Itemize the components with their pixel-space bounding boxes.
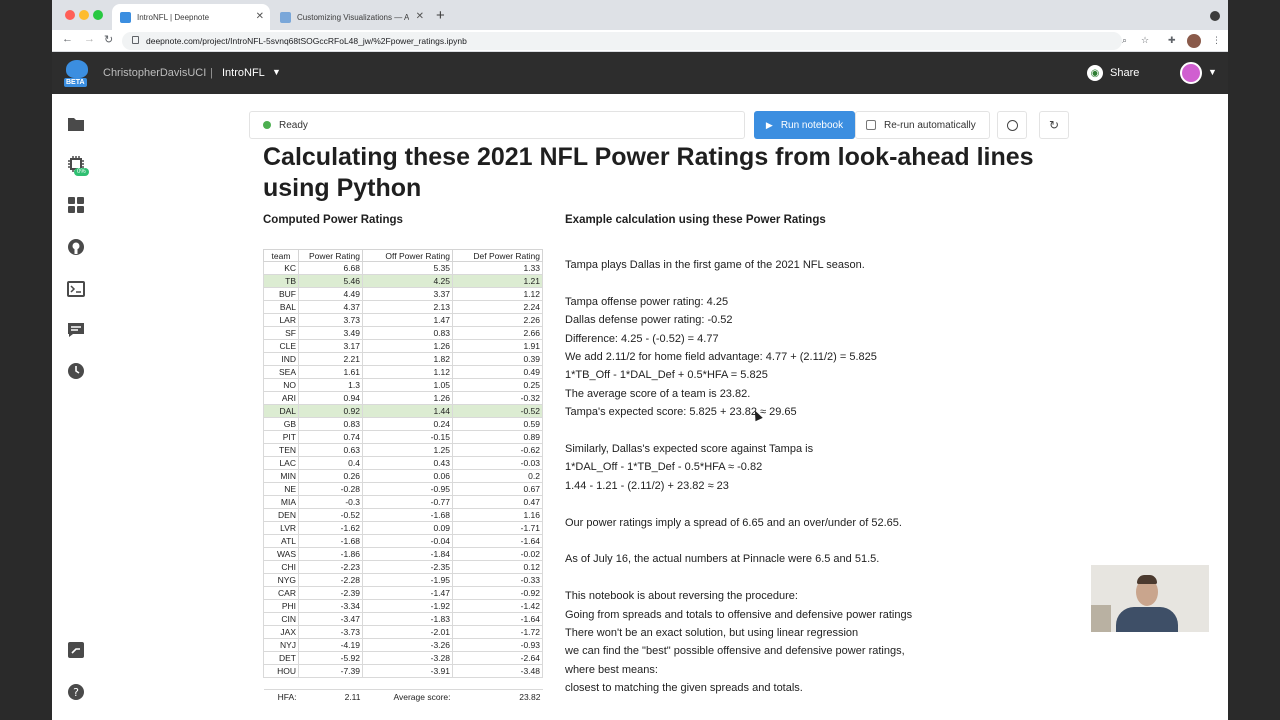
column-header: team (264, 250, 299, 262)
cell-power: -0.28 (299, 483, 363, 496)
cell-power: -7.39 (299, 665, 363, 678)
cell-def: -0.02 (453, 548, 543, 561)
cell-off: 1.25 (363, 444, 453, 457)
cell-off: 1.47 (363, 314, 453, 327)
table-row (264, 457, 543, 470)
cell-team: IND (264, 353, 299, 366)
calc-line: we can find the "best" possible offensive and defensive power ratings, (565, 645, 905, 658)
cell-team: LAC (264, 457, 299, 470)
table-row (264, 327, 543, 340)
cell-team: CIN (264, 613, 299, 626)
cell-def: 0.12 (453, 561, 543, 574)
cell-off: -0.95 (363, 483, 453, 496)
cell-def: -0.32 (453, 392, 543, 405)
breadcrumb-separator: | (210, 67, 213, 79)
maximize-window-button[interactable] (93, 10, 103, 20)
cell-power: -5.92 (299, 652, 363, 665)
cell-off: -0.15 (363, 431, 453, 444)
table-row (264, 587, 543, 600)
cell-def: -2.64 (453, 652, 543, 665)
cell-power: 0.94 (299, 392, 363, 405)
cell-def: 0.67 (453, 483, 543, 496)
calc-line: As of July 16, the actual numbers at Pinnacle were 6.5 and 51.5. (565, 553, 880, 566)
close-tab-icon[interactable]: ✕ (415, 11, 424, 22)
table-row (264, 483, 543, 496)
table-row (264, 535, 543, 548)
cell-team: ARI (264, 392, 299, 405)
cell-team: NYG (264, 574, 299, 587)
chevron-down-icon[interactable]: ▼ (1208, 67, 1217, 77)
clock-icon (1007, 120, 1018, 131)
table-row (264, 626, 543, 639)
calc-line: Tampa plays Dallas in the first game of the 2021 NFL season. (565, 259, 865, 271)
deepnote-favicon-icon (120, 12, 131, 23)
cell-team: CHI (264, 561, 299, 574)
cell-def: 1.12 (453, 288, 543, 301)
user-avatar[interactable] (1180, 62, 1202, 84)
cell-power: 0.83 (299, 418, 363, 431)
refresh-icon: ↻ (1048, 118, 1060, 132)
table-row (264, 418, 543, 431)
ratings-table-body (264, 262, 543, 703)
cell-off: 5.35 (363, 262, 453, 275)
table-row (264, 301, 543, 314)
column-header: Off Power Rating (363, 250, 453, 262)
cell-def: -0.62 (453, 444, 543, 457)
browser-titlebar (52, 0, 1228, 30)
svg-text:?: ? (73, 686, 79, 699)
webcam-cabinet (1091, 605, 1111, 632)
column-header: Power Rating (299, 250, 363, 262)
cell-power: -2.28 (299, 574, 363, 587)
cell-off: 1.05 (363, 379, 453, 392)
calc-line: 1.44 - 1.21 - (2.11/2) + 23.82 ≈ 23 (565, 479, 729, 492)
cpu-usage-badge: 0% (74, 168, 89, 176)
lock-icon (132, 36, 139, 44)
cell-def: 2.66 (453, 327, 543, 340)
cell-off: -0.04 (363, 535, 453, 548)
cell-team: KC (264, 262, 299, 275)
table-row (264, 353, 543, 366)
cell-def: -0.03 (453, 457, 543, 470)
cell-off: 4.25 (363, 275, 453, 288)
history-clock-icon[interactable] (66, 361, 86, 381)
cell-team: MIN (264, 470, 299, 483)
cell-off: 1.12 (363, 366, 453, 379)
footer-avg-label: Average score: (363, 690, 453, 703)
help-icon[interactable] (66, 682, 86, 702)
cell-def: -1.72 (453, 626, 543, 639)
cell-team: NO (264, 379, 299, 392)
terminal-icon[interactable] (66, 279, 86, 299)
cell-team: NE (264, 483, 299, 496)
cell-off: -3.28 (363, 652, 453, 665)
cell-team: ATL (264, 535, 299, 548)
cell-off: -1.83 (363, 613, 453, 626)
page-favicon-icon (280, 12, 291, 23)
cell-power: 0.92 (299, 405, 363, 418)
cell-power: 0.74 (299, 431, 363, 444)
rerun-label: Re-run automatically (884, 119, 976, 131)
workspace-user-link[interactable]: ChristopherDavisUCI (103, 67, 207, 79)
table-row (264, 275, 543, 288)
cell-def: -0.92 (453, 587, 543, 600)
cell-off: 1.44 (363, 405, 453, 418)
cell-off: -1.68 (363, 509, 453, 522)
share-label: Share (1110, 67, 1140, 79)
cell-team: CAR (264, 587, 299, 600)
cell-def: 0.39 (453, 353, 543, 366)
folder-icon[interactable] (66, 114, 86, 134)
new-tab-button[interactable]: + (436, 7, 445, 24)
cell-team: NYJ (264, 639, 299, 652)
cell-off: 0.09 (363, 522, 453, 535)
chevron-down-icon[interactable]: ▼ (272, 67, 281, 77)
cell-power: 0.26 (299, 470, 363, 483)
github-icon[interactable] (66, 237, 86, 257)
cell-power: 3.17 (299, 340, 363, 353)
tab-title: Customizing Visualizations — A (297, 12, 410, 22)
cell-team: PIT (264, 431, 299, 444)
cell-off: -0.77 (363, 496, 453, 509)
tab-search-icon[interactable] (1210, 11, 1220, 21)
browser-menu-icon[interactable]: ⋮ (1212, 35, 1221, 45)
left-sidebar (52, 94, 100, 720)
cell-off: -3.91 (363, 665, 453, 678)
cell-off: 1.26 (363, 340, 453, 353)
close-tab-icon[interactable]: ✕ (255, 11, 264, 22)
spacer-cell (453, 678, 543, 690)
cell-def: -1.64 (453, 613, 543, 626)
calc-line: Difference: 4.25 - (-0.52) = 4.77 (565, 332, 719, 345)
cell-power: 0.63 (299, 444, 363, 457)
url-text[interactable]: deepnote.com/project/IntroNFL-5svnq68tSOGccRFoL48_jw/%2Fpower_ratings.ipynb (146, 36, 467, 46)
cell-power: -0.3 (299, 496, 363, 509)
video-frame-right (1228, 0, 1280, 720)
deepnote-drop-icon (66, 60, 88, 78)
tab-title: IntroNFL | Deepnote (137, 12, 210, 22)
footer-hfa-value: 2.11 (299, 690, 363, 703)
table-row (264, 470, 543, 483)
cell-power: -3.34 (299, 600, 363, 613)
cell-team: GB (264, 418, 299, 431)
computed-ratings-heading: Computed Power Ratings (263, 214, 403, 226)
video-frame-left (0, 0, 52, 720)
table-row (264, 613, 543, 626)
deepnote-header (52, 52, 1228, 94)
table-row (264, 444, 543, 457)
table-row (264, 496, 543, 509)
cell-team: PHI (264, 600, 299, 613)
cell-off: -2.01 (363, 626, 453, 639)
cell-def: 1.91 (453, 340, 543, 353)
deepnote-logo[interactable] (64, 60, 90, 90)
kernel-status-bar (249, 111, 745, 139)
comments-icon[interactable] (66, 320, 86, 340)
table-row (264, 652, 543, 665)
table-row (264, 665, 543, 678)
table-row (264, 574, 543, 587)
rerun-checkbox[interactable] (866, 120, 876, 130)
cell-off: -3.26 (363, 639, 453, 652)
example-calc-heading: Example calculation using these Power Ratings (565, 214, 826, 226)
table-row (264, 639, 543, 652)
cell-team: SF (264, 327, 299, 340)
calc-line: Dallas defense power rating: -0.52 (565, 314, 733, 327)
cell-team: JAX (264, 626, 299, 639)
project-name[interactable]: IntroNFL (222, 67, 265, 79)
cell-def: -0.33 (453, 574, 543, 587)
calc-line: closest to matching the given spreads and totals. (565, 682, 803, 695)
zoom-icon[interactable]: ⌕ (1122, 35, 1128, 45)
table-header-row (264, 250, 543, 262)
table-row (264, 522, 543, 535)
cell-off: -1.95 (363, 574, 453, 587)
calc-line: The average score of a team is 23.82. (565, 387, 751, 400)
cell-team: BAL (264, 301, 299, 314)
cell-power: 2.21 (299, 353, 363, 366)
cell-power: -1.86 (299, 548, 363, 561)
cell-team: CLE (264, 340, 299, 353)
cell-def: 0.89 (453, 431, 543, 444)
play-icon: ▶ (765, 119, 773, 130)
table-row (264, 600, 543, 613)
cell-off: -1.47 (363, 587, 453, 600)
calc-line: Our power ratings imply a spread of 6.65 and an over/under of 52.65. (565, 516, 902, 529)
table-row (264, 288, 543, 301)
cell-power: 0.4 (299, 457, 363, 470)
footer-avg-value: 23.82 (453, 690, 543, 703)
extensions-icon[interactable]: ✚ (1168, 35, 1176, 45)
cell-def: 0.47 (453, 496, 543, 509)
table-spacer-row (264, 678, 543, 690)
cell-off: -1.92 (363, 600, 453, 613)
calc-line: We add 2.11/2 for home field advantage: 4.77 + (2.11/2) = 5.825 (565, 351, 877, 363)
table-row (264, 262, 543, 275)
table-footer-row (264, 690, 543, 703)
kernel-status-text: Ready (279, 120, 308, 131)
back-arrow-icon[interactable]: ← (62, 33, 73, 45)
cell-power: -1.68 (299, 535, 363, 548)
table-row (264, 509, 543, 522)
schedule-clock-button[interactable] (997, 111, 1027, 139)
calc-line: Tampa's expected score: 5.825 + 23.82 ≈ 29.65 (565, 406, 797, 419)
calc-line: Going from spreads and totals to offensive and defensive power ratings (565, 608, 913, 621)
browser-toolbar (52, 30, 1228, 52)
run-notebook-button[interactable] (754, 111, 855, 139)
share-button[interactable] (1087, 64, 1139, 82)
calc-line: Similarly, Dallas's expected score against Tampa is (565, 443, 814, 455)
table-row (264, 392, 543, 405)
cell-off: -2.35 (363, 561, 453, 574)
cell-off: 0.24 (363, 418, 453, 431)
cell-team: MIA (264, 496, 299, 509)
cell-off: 0.06 (363, 470, 453, 483)
table-row (264, 405, 543, 418)
cell-team: LAR (264, 314, 299, 327)
cell-team: TEN (264, 444, 299, 457)
table-row (264, 366, 543, 379)
spacer-cell (299, 678, 363, 690)
cell-def: 2.24 (453, 301, 543, 314)
status-indicator-icon (263, 121, 271, 129)
cell-team: LVR (264, 522, 299, 535)
cell-power: -0.52 (299, 509, 363, 522)
apps-grid-icon[interactable] (66, 195, 86, 215)
cell-def: 0.59 (453, 418, 543, 431)
close-window-button[interactable] (65, 10, 75, 20)
table-row (264, 314, 543, 327)
cell-power: -1.62 (299, 522, 363, 535)
cell-team: HOU (264, 665, 299, 678)
bookmark-star-icon[interactable]: ☆ (1141, 35, 1150, 45)
minimize-window-button[interactable] (79, 10, 89, 20)
cell-power: -2.39 (299, 587, 363, 600)
cell-power: 4.37 (299, 301, 363, 314)
cell-def: -1.71 (453, 522, 543, 535)
cell-power: 3.49 (299, 327, 363, 340)
browser-tab-deepnote[interactable] (112, 4, 270, 30)
cell-team: WAS (264, 548, 299, 561)
reload-icon[interactable]: ↻ (104, 34, 114, 46)
address-bar[interactable] (122, 32, 1128, 50)
browser-tab-customizing[interactable] (272, 4, 430, 30)
cell-team: TB (264, 275, 299, 288)
table-row (264, 561, 543, 574)
cell-def: -1.42 (453, 600, 543, 613)
cell-off: 1.26 (363, 392, 453, 405)
calc-line: There won't be an exact solution, but using linear regression (565, 627, 859, 639)
cell-off: 2.13 (363, 301, 453, 314)
run-notebook-label: Run notebook (780, 119, 844, 131)
table-row (264, 431, 543, 444)
share-icon: ◉ (1087, 65, 1103, 81)
cell-off: 0.83 (363, 327, 453, 340)
cell-def: 1.33 (453, 262, 543, 275)
cell-def: 0.2 (453, 470, 543, 483)
presenter-body (1116, 607, 1178, 632)
cell-power: 1.3 (299, 379, 363, 392)
cell-off: -1.84 (363, 548, 453, 561)
table-row (264, 379, 543, 392)
cell-def: 1.21 (453, 275, 543, 288)
integrations-icon[interactable] (66, 640, 86, 660)
cell-power: 4.49 (299, 288, 363, 301)
calc-line: where best means: (565, 663, 658, 676)
spacer-cell (363, 678, 453, 690)
notebook-title: Calculating these 2021 NFL Power Ratings from look-ahead lines using Python (263, 143, 1034, 202)
table-row (264, 548, 543, 561)
cell-team: DAL (264, 405, 299, 418)
cell-power: 3.73 (299, 314, 363, 327)
cell-def: 2.26 (453, 314, 543, 327)
cell-power: 5.46 (299, 275, 363, 288)
cell-def: 1.16 (453, 509, 543, 522)
cell-def: -3.48 (453, 665, 543, 678)
cell-def: -0.93 (453, 639, 543, 652)
cell-team: BUF (264, 288, 299, 301)
calc-line: 1*TB_Off - 1*DAL_Def + 0.5*HFA = 5.825 (565, 369, 768, 382)
calc-line: This notebook is about reversing the procedure: (565, 590, 798, 603)
cell-power: -4.19 (299, 639, 363, 652)
cell-off: 1.82 (363, 353, 453, 366)
cell-off: 0.43 (363, 457, 453, 470)
cell-power: -3.47 (299, 613, 363, 626)
calc-line: Tampa offense power rating: 4.25 (565, 295, 729, 308)
cell-def: 0.49 (453, 366, 543, 379)
cell-team: SEA (264, 366, 299, 379)
footer-hfa-label: HFA: (264, 690, 299, 703)
calc-line: 1*DAL_Off - 1*TB_Def - 0.5*HFA ≈ -0.82 (565, 461, 763, 474)
restart-kernel-button[interactable] (1039, 111, 1069, 139)
beta-badge: BETA (66, 79, 85, 86)
spacer-cell (264, 678, 299, 690)
cell-power: -2.23 (299, 561, 363, 574)
presenter-hair (1137, 575, 1157, 584)
cell-def: -0.52 (453, 405, 543, 418)
rerun-automatically-toggle[interactable] (855, 111, 990, 139)
cell-team: DEN (264, 509, 299, 522)
cell-team: DET (264, 652, 299, 665)
table-row (264, 340, 543, 353)
cell-power: 1.61 (299, 366, 363, 379)
cell-off: 3.37 (363, 288, 453, 301)
cell-def: 0.25 (453, 379, 543, 392)
profile-avatar[interactable] (1187, 34, 1201, 48)
power-ratings-table (263, 249, 543, 703)
column-header: Def Power Rating (453, 250, 543, 262)
cell-power: 6.68 (299, 262, 363, 275)
forward-arrow-icon[interactable]: → (84, 33, 95, 45)
cell-def: -1.64 (453, 535, 543, 548)
presenter-webcam (1091, 565, 1209, 632)
cell-power: -3.73 (299, 626, 363, 639)
